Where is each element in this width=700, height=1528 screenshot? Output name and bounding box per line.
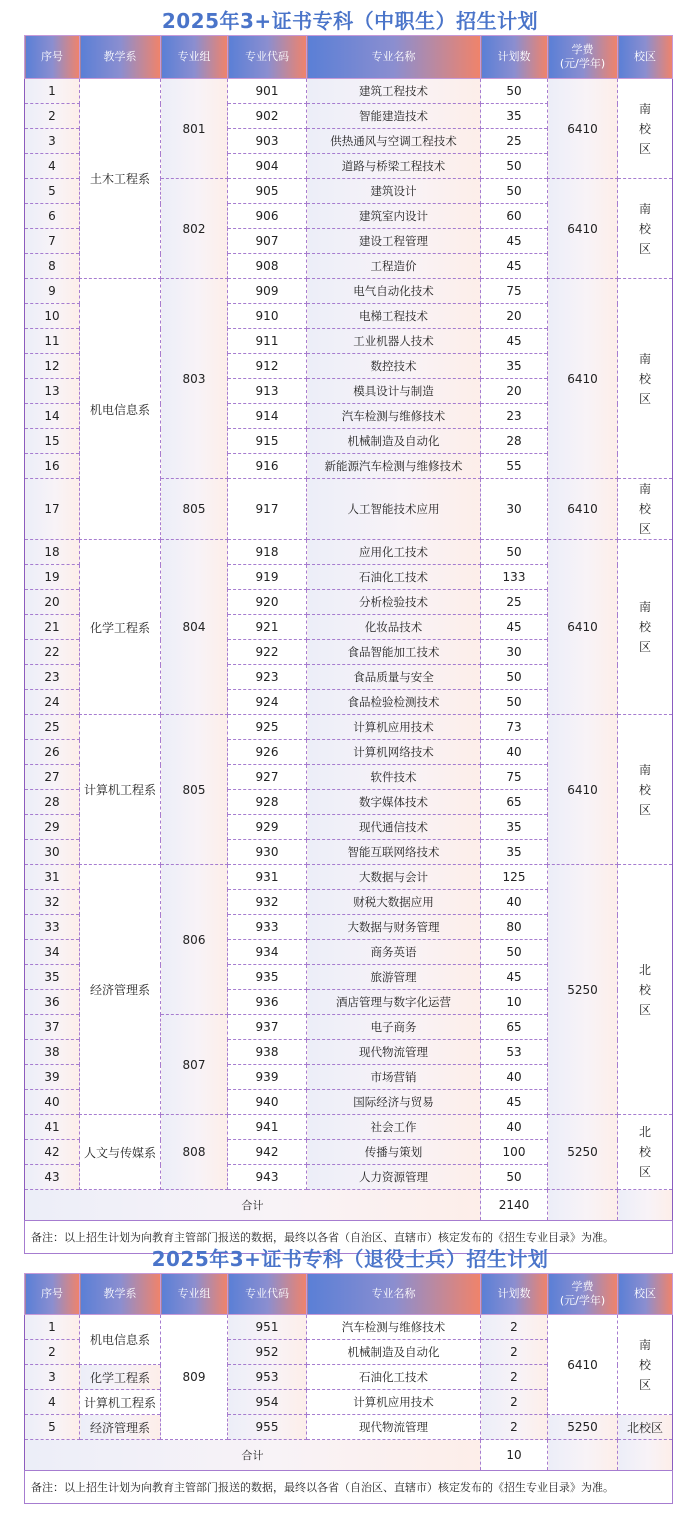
- header-cell: 教学系: [80, 36, 161, 79]
- major-code: 930: [228, 840, 307, 865]
- major-code: 921: [228, 615, 307, 640]
- department: 机电信息系: [80, 279, 161, 540]
- major-name: 供热通风与空调工程技术: [307, 129, 481, 154]
- plan-count: 2: [481, 1415, 548, 1440]
- plan-count: 45: [481, 229, 548, 254]
- major-name: 计算机应用技术: [307, 1390, 481, 1415]
- plan-count: 50: [481, 665, 548, 690]
- row-index: 28: [25, 790, 80, 815]
- row-index: 39: [25, 1065, 80, 1090]
- row-index: 25: [25, 715, 80, 740]
- major-name: 软件技术: [307, 765, 481, 790]
- major-code: 914: [228, 404, 307, 429]
- major-name: 分析检验技术: [307, 590, 481, 615]
- major-group: 804: [161, 540, 228, 715]
- plan-count: 2: [481, 1365, 548, 1390]
- note: 备注：以上招生计划为向教育主管部门报送的数据，最终以各省（自治区、直辖市）核定发布的《招生专业目录》为准。: [25, 1221, 673, 1254]
- department: 化学工程系: [80, 1365, 161, 1390]
- department: 经济管理系: [80, 1415, 161, 1440]
- major-code: 926: [228, 740, 307, 765]
- tuition-fee: 6410: [548, 279, 618, 479]
- plan-count: 50: [481, 690, 548, 715]
- note-row: [25, 1471, 673, 1504]
- major-name: 电子商务: [307, 1015, 481, 1040]
- major-name: 电气自动化技术: [307, 279, 481, 304]
- plan-count: 45: [481, 965, 548, 990]
- total-row: [25, 1440, 673, 1471]
- plan-count: 40: [481, 1115, 548, 1140]
- major-code: 913: [228, 379, 307, 404]
- major-name: 食品智能加工技术: [307, 640, 481, 665]
- major-code: 955: [228, 1415, 307, 1440]
- major-name: 石油化工技术: [307, 1365, 481, 1390]
- major-code: 931: [228, 865, 307, 890]
- major-code: 954: [228, 1390, 307, 1415]
- row-index: 42: [25, 1140, 80, 1165]
- plan-count: 23: [481, 404, 548, 429]
- major-name: 大数据与会计: [307, 865, 481, 890]
- major-group: 808: [161, 1115, 228, 1190]
- plan-count: 75: [481, 765, 548, 790]
- header-cell: 专业代码: [228, 1274, 307, 1315]
- plan-count: 30: [481, 640, 548, 665]
- row-index: 24: [25, 690, 80, 715]
- row-index: 21: [25, 615, 80, 640]
- major-code: 906: [228, 204, 307, 229]
- major-code: 938: [228, 1040, 307, 1065]
- major-code: 916: [228, 454, 307, 479]
- department: 机电信息系: [80, 1315, 161, 1365]
- major-group: 805: [161, 479, 228, 540]
- header-cell: 专业名称: [307, 36, 481, 79]
- major-code: 933: [228, 915, 307, 940]
- major-code: 935: [228, 965, 307, 990]
- total-empty: [618, 1440, 673, 1471]
- total-row: [25, 1190, 673, 1221]
- total-empty: [548, 1440, 618, 1471]
- header-cell: 教学系: [80, 1274, 161, 1315]
- tuition-fee: 6410: [548, 179, 618, 279]
- plan-count: 40: [481, 740, 548, 765]
- row-index: 9: [25, 279, 80, 304]
- major-name: 国际经济与贸易: [307, 1090, 481, 1115]
- major-code: 919: [228, 565, 307, 590]
- campus: 南校区: [618, 179, 673, 279]
- row-index: 8: [25, 254, 80, 279]
- plan-count: 35: [481, 354, 548, 379]
- total-empty: [618, 1190, 673, 1221]
- major-name: 建筑室内设计: [307, 204, 481, 229]
- major-code: 910: [228, 304, 307, 329]
- major-name: 机械制造及自动化: [307, 429, 481, 454]
- major-name: 机械制造及自动化: [307, 1340, 481, 1365]
- major-name: 计算机网络技术: [307, 740, 481, 765]
- row-index: 13: [25, 379, 80, 404]
- row-index: 1: [25, 79, 80, 104]
- department: 计算机工程系: [80, 715, 161, 865]
- row-index: 5: [25, 179, 80, 204]
- major-code: 915: [228, 429, 307, 454]
- table-row: [25, 715, 673, 740]
- major-name: 财税大数据应用: [307, 890, 481, 915]
- plan-count: 60: [481, 204, 548, 229]
- major-code: 917: [228, 479, 307, 540]
- row-index: 5: [25, 1415, 80, 1440]
- row-index: 14: [25, 404, 80, 429]
- department: 计算机工程系: [80, 1390, 161, 1415]
- major-name: 大数据与财务管理: [307, 915, 481, 940]
- table-row: [25, 79, 673, 104]
- total-count: 2140: [481, 1190, 548, 1221]
- row-index: 35: [25, 965, 80, 990]
- row-index: 15: [25, 429, 80, 454]
- major-code: 922: [228, 640, 307, 665]
- major-name: 数控技术: [307, 354, 481, 379]
- major-code: 902: [228, 104, 307, 129]
- campus: 南校区: [618, 540, 673, 715]
- major-code: 927: [228, 765, 307, 790]
- major-code: 953: [228, 1365, 307, 1390]
- major-name: 现代通信技术: [307, 815, 481, 840]
- row-index: 19: [25, 565, 80, 590]
- plan-count: 2: [481, 1340, 548, 1365]
- plan-count: 125: [481, 865, 548, 890]
- row-index: 20: [25, 590, 80, 615]
- tuition-fee: 5250: [548, 865, 618, 1115]
- major-name: 应用化工技术: [307, 540, 481, 565]
- plan-count: 100: [481, 1140, 548, 1165]
- row-index: 41: [25, 1115, 80, 1140]
- major-name: 模具设计与制造: [307, 379, 481, 404]
- major-code: 908: [228, 254, 307, 279]
- plan-count: 25: [481, 129, 548, 154]
- note: 备注：以上招生计划为向教育主管部门报送的数据，最终以各省（自治区、直辖市）核定发布的《招生专业目录》为准。: [25, 1471, 673, 1504]
- plan-count: 45: [481, 1090, 548, 1115]
- row-index: 12: [25, 354, 80, 379]
- header-cell: 专业名称: [307, 1274, 481, 1315]
- row-index: 1: [25, 1315, 80, 1340]
- plan-count: 40: [481, 1065, 548, 1090]
- major-code: 925: [228, 715, 307, 740]
- header-cell: 专业代码: [228, 36, 307, 79]
- major-group: 805: [161, 715, 228, 865]
- table-row: [25, 540, 673, 565]
- plan-count: 53: [481, 1040, 548, 1065]
- row-index: 4: [25, 154, 80, 179]
- row-index: 30: [25, 840, 80, 865]
- row-index: 18: [25, 540, 80, 565]
- major-group: 803: [161, 279, 228, 479]
- major-group: 801: [161, 79, 228, 179]
- major-code: 903: [228, 129, 307, 154]
- row-index: 11: [25, 329, 80, 354]
- table-row: [25, 1115, 673, 1140]
- plan-count: 35: [481, 815, 548, 840]
- tuition-fee: 6410: [548, 715, 618, 865]
- major-name: 旅游管理: [307, 965, 481, 990]
- row-index: 16: [25, 454, 80, 479]
- department: 化学工程系: [80, 540, 161, 715]
- plan-count: 50: [481, 179, 548, 204]
- row-index: 3: [25, 1365, 80, 1390]
- plan-count: 45: [481, 254, 548, 279]
- major-code: 937: [228, 1015, 307, 1040]
- major-code: 912: [228, 354, 307, 379]
- row-index: 26: [25, 740, 80, 765]
- major-name: 新能源汽车检测与维修技术: [307, 454, 481, 479]
- major-name: 商务英语: [307, 940, 481, 965]
- plan-count: 35: [481, 840, 548, 865]
- major-code: 936: [228, 990, 307, 1015]
- major-name: 化妆品技术: [307, 615, 481, 640]
- header-cell: 专业组: [161, 1274, 228, 1315]
- header-cell: 计划数: [481, 1274, 548, 1315]
- row-index: 6: [25, 204, 80, 229]
- tuition-fee: 6410: [548, 79, 618, 179]
- major-name: 石油化工技术: [307, 565, 481, 590]
- major-code: 909: [228, 279, 307, 304]
- tuition-fee: 5250: [548, 1415, 618, 1440]
- row-index: 31: [25, 865, 80, 890]
- plan-count: 25: [481, 590, 548, 615]
- major-name: 智能互联网络技术: [307, 840, 481, 865]
- row-index: 40: [25, 1090, 80, 1115]
- row-index: 37: [25, 1015, 80, 1040]
- table1-title: 2025年3+证书专科（中职生）招生计划: [161, 9, 539, 33]
- major-name: 数字媒体技术: [307, 790, 481, 815]
- header-cell: 序号: [25, 1274, 80, 1315]
- plan-count: 50: [481, 540, 548, 565]
- major-code: 934: [228, 940, 307, 965]
- campus: 北校区: [618, 1415, 673, 1440]
- plan-count: 50: [481, 940, 548, 965]
- campus: 北校区: [618, 865, 673, 1115]
- campus: 南校区: [618, 715, 673, 865]
- table-row: [25, 279, 673, 304]
- row-index: 43: [25, 1165, 80, 1190]
- row-index: 2: [25, 104, 80, 129]
- header-cell: 专业组: [161, 36, 228, 79]
- enrollment-table-veterans: [24, 1273, 673, 1504]
- major-name: 计算机应用技术: [307, 715, 481, 740]
- total-label: 合计: [25, 1190, 481, 1221]
- row-index: 17: [25, 479, 80, 540]
- plan-count: 10: [481, 990, 548, 1015]
- plan-count: 65: [481, 1015, 548, 1040]
- row-index: 23: [25, 665, 80, 690]
- major-name: 食品检验检测技术: [307, 690, 481, 715]
- major-code: 918: [228, 540, 307, 565]
- major-name: 传播与策划: [307, 1140, 481, 1165]
- major-code: 932: [228, 890, 307, 915]
- major-code: 905: [228, 179, 307, 204]
- major-code: 904: [228, 154, 307, 179]
- table-row: [25, 865, 673, 890]
- header-cell: 计划数: [481, 36, 548, 79]
- plan-count: 45: [481, 615, 548, 640]
- major-name: 汽车检测与维修技术: [307, 404, 481, 429]
- major-name: 食品质量与安全: [307, 665, 481, 690]
- campus: 南校区: [618, 1315, 673, 1415]
- major-code: 911: [228, 329, 307, 354]
- row-index: 27: [25, 765, 80, 790]
- major-name: 市场营销: [307, 1065, 481, 1090]
- header-cell: 校区: [618, 36, 673, 79]
- major-code: 923: [228, 665, 307, 690]
- major-name: 工业机器人技术: [307, 329, 481, 354]
- major-code: 951: [228, 1315, 307, 1340]
- plan-count: 2: [481, 1390, 548, 1415]
- major-code: 943: [228, 1165, 307, 1190]
- plan-count: 40: [481, 890, 548, 915]
- header-cell: 校区: [618, 1274, 673, 1315]
- row-index: 4: [25, 1390, 80, 1415]
- tuition-fee: 5250: [548, 1115, 618, 1190]
- major-code: 907: [228, 229, 307, 254]
- header-row: [25, 36, 673, 79]
- major-code: 941: [228, 1115, 307, 1140]
- plan-count: 28: [481, 429, 548, 454]
- major-group: 802: [161, 179, 228, 279]
- total-count: 10: [481, 1440, 548, 1471]
- plan-count: 50: [481, 154, 548, 179]
- total-empty: [548, 1190, 618, 1221]
- major-name: 社会工作: [307, 1115, 481, 1140]
- table-row: [25, 1415, 673, 1440]
- major-name: 电梯工程技术: [307, 304, 481, 329]
- row-index: 38: [25, 1040, 80, 1065]
- plan-count: 50: [481, 1165, 548, 1190]
- major-code: 940: [228, 1090, 307, 1115]
- row-index: 10: [25, 304, 80, 329]
- header-row: [25, 1274, 673, 1315]
- header-cell: 学费 (元/学年): [548, 1274, 618, 1315]
- table2-title: 2025年3+证书专科（退役士兵）招生计划: [151, 1247, 549, 1271]
- row-index: 22: [25, 640, 80, 665]
- major-name: 酒店管理与数字化运营: [307, 990, 481, 1015]
- campus: 南校区: [618, 279, 673, 479]
- campus: 北校区: [618, 1115, 673, 1190]
- major-name: 现代物流管理: [307, 1415, 481, 1440]
- plan-count: 30: [481, 479, 548, 540]
- major-code: 952: [228, 1340, 307, 1365]
- major-code: 928: [228, 790, 307, 815]
- major-name: 建筑工程技术: [307, 79, 481, 104]
- major-code: 942: [228, 1140, 307, 1165]
- plan-count: 75: [481, 279, 548, 304]
- major-group: 807: [161, 1015, 228, 1115]
- major-name: 工程造价: [307, 254, 481, 279]
- plan-count: 55: [481, 454, 548, 479]
- major-name: 人工智能技术应用: [307, 479, 481, 540]
- header-cell: 序号: [25, 36, 80, 79]
- row-index: 32: [25, 890, 80, 915]
- plan-count: 50: [481, 79, 548, 104]
- department: 经济管理系: [80, 865, 161, 1115]
- row-index: 34: [25, 940, 80, 965]
- plan-count: 35: [481, 104, 548, 129]
- major-code: 901: [228, 79, 307, 104]
- department: 人文与传媒系: [80, 1115, 161, 1190]
- plan-count: 20: [481, 304, 548, 329]
- major-name: 汽车检测与维修技术: [307, 1315, 481, 1340]
- plan-count: 73: [481, 715, 548, 740]
- tuition-fee: 6410: [548, 540, 618, 715]
- plan-count: 2: [481, 1315, 548, 1340]
- row-index: 2: [25, 1340, 80, 1365]
- plan-count: 80: [481, 915, 548, 940]
- major-name: 人力资源管理: [307, 1165, 481, 1190]
- row-index: 29: [25, 815, 80, 840]
- major-code: 929: [228, 815, 307, 840]
- table-row: [25, 1315, 673, 1340]
- row-index: 7: [25, 229, 80, 254]
- header-cell: 学费 (元/学年): [548, 36, 618, 79]
- campus: 南校区: [618, 79, 673, 179]
- enrollment-table-vocational: [24, 35, 673, 1254]
- major-code: 939: [228, 1065, 307, 1090]
- major-name: 道路与桥梁工程技术: [307, 154, 481, 179]
- row-index: 3: [25, 129, 80, 154]
- plan-count: 45: [481, 329, 548, 354]
- major-name: 智能建造技术: [307, 104, 481, 129]
- major-code: 924: [228, 690, 307, 715]
- tuition-fee: 6410: [548, 1315, 618, 1415]
- major-group: 809: [161, 1315, 228, 1440]
- total-label: 合计: [25, 1440, 481, 1471]
- tuition-fee: 6410: [548, 479, 618, 540]
- row-index: 36: [25, 990, 80, 1015]
- plan-count: 133: [481, 565, 548, 590]
- major-name: 建筑设计: [307, 179, 481, 204]
- major-group: 806: [161, 865, 228, 1015]
- major-code: 920: [228, 590, 307, 615]
- department: 土木工程系: [80, 79, 161, 279]
- row-index: 33: [25, 915, 80, 940]
- plan-count: 65: [481, 790, 548, 815]
- plan-count: 20: [481, 379, 548, 404]
- major-name: 建设工程管理: [307, 229, 481, 254]
- campus: 南校区: [618, 479, 673, 540]
- major-name: 现代物流管理: [307, 1040, 481, 1065]
